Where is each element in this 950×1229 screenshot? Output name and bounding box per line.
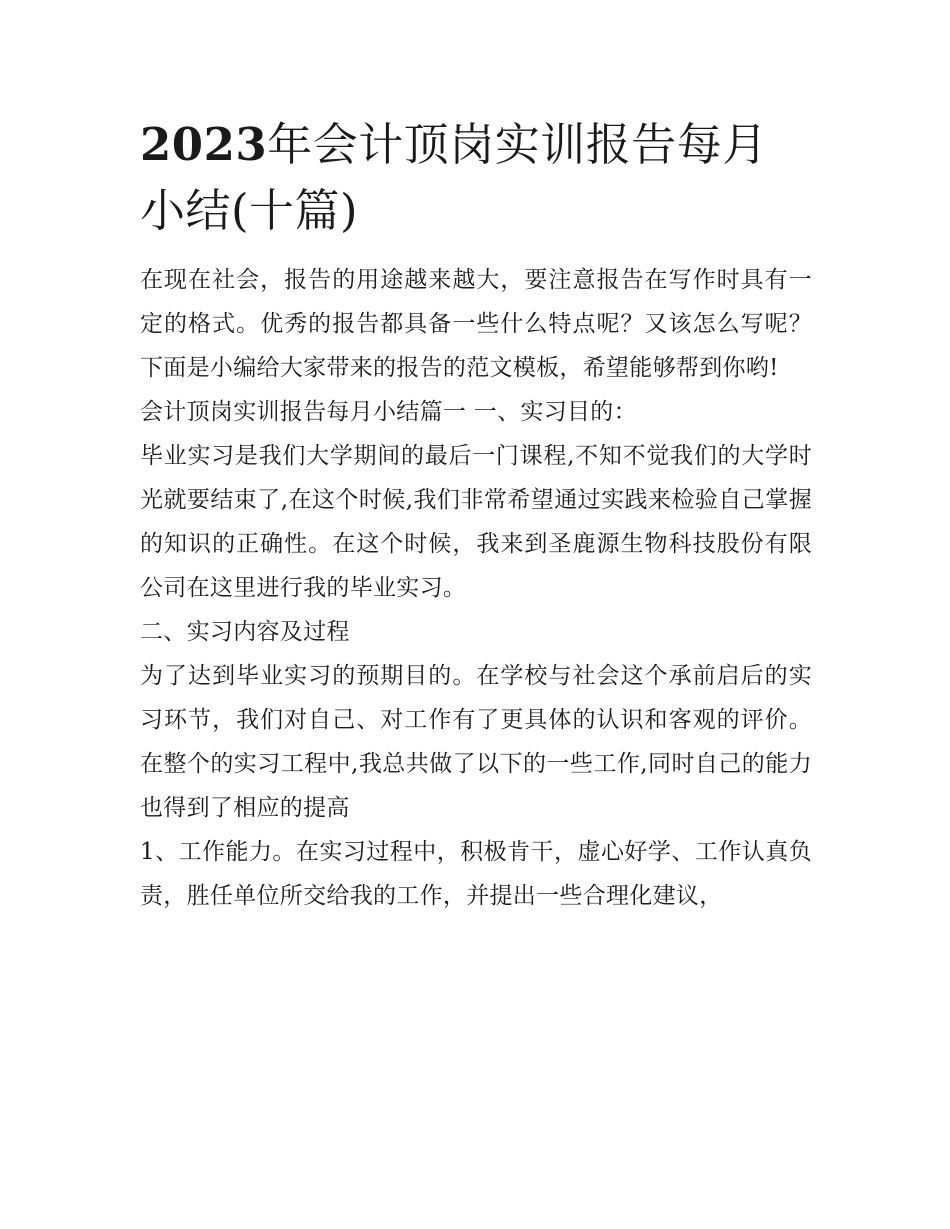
title-year: 2023 [140,118,268,171]
section-heading-content: 二、实习内容及过程 [140,619,350,645]
title-text: 年会计顶岗实训报告每月小结(十篇) [140,118,768,237]
content-paragraph: 为了达到毕业实习的预期目的。在学校与社会这个承前启后的实习环节，我们对自己、对工作有了更具体的认识和客观的评价。在整个的实习工程中,我总共做了以下的一些工作,同时自己的能力也得到了相应的提高 [140,663,812,821]
section-heading-objective: 会计顶岗实训报告每月小结篇一 一、实习目的： [140,399,637,425]
objective-paragraph: 毕业实习是我们大学期间的最后一门课程,不知不觉我们的大学时光就要结束了,在这个时候,我们非常希望通过实践来检验自己掌握的知识的正确性。在这个时候，我来到圣鹿源生物科技股份有限公司在这里进行我的毕业实习。 [140,443,812,601]
intro-paragraph: 在现在社会，报告的用途越来越大，要注意报告在写作时具有一定的格式。优秀的报告都具备一些什么特点呢？又该怎么写呢？下面是小编给大家带来的报告的范文模板，希望能够帮到你哟! [140,267,812,381]
document-body [140,112,812,918]
work-ability-paragraph: 1、工作能力。在实习过程中，积极肯干，虚心好学、工作认真负责，胜任单位所交给我的工作，并提出一些合理化建议， [140,839,812,909]
document-title [140,112,812,244]
